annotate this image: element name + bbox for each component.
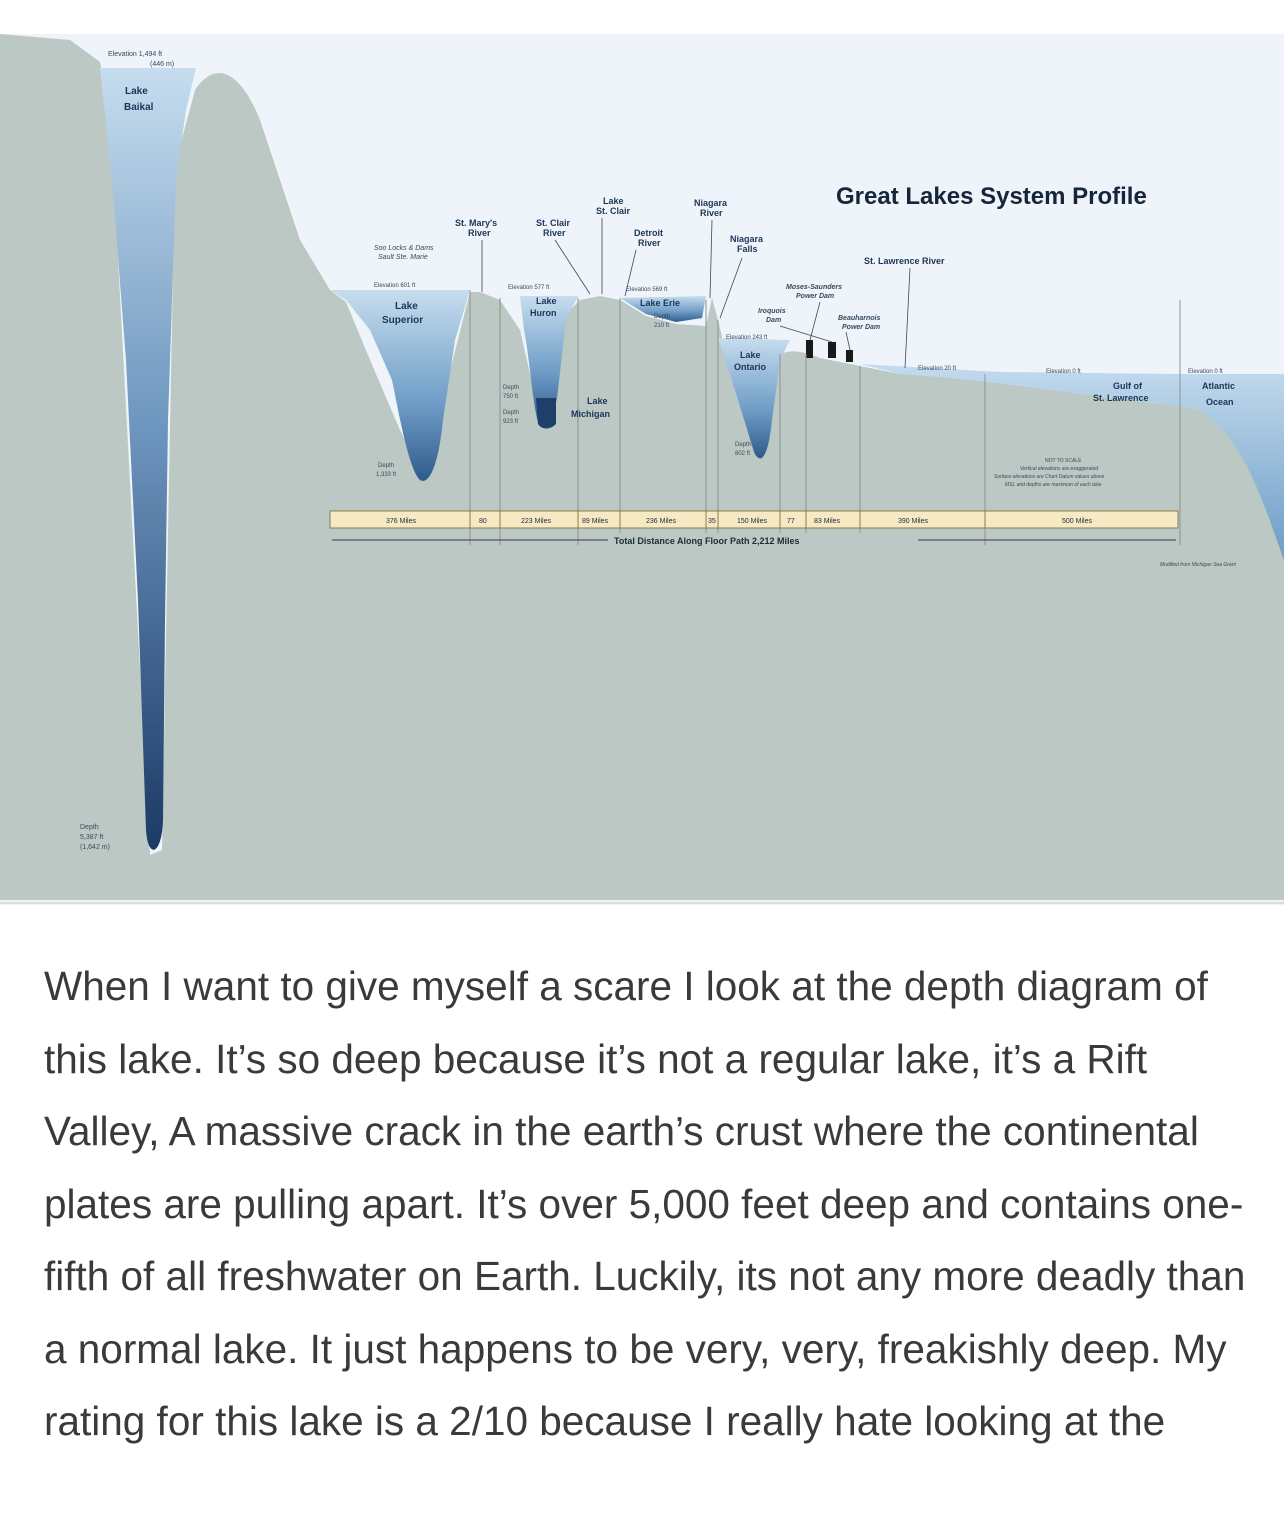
lake-st-clair-label-1: Lake — [603, 196, 624, 206]
baikal-name-1: Lake — [125, 86, 148, 97]
st-clair-river-label-2: River — [543, 228, 566, 238]
distance-2: 80 — [479, 518, 487, 525]
superior-depth-1: Depth — [378, 463, 395, 469]
detroit-river-label-2: River — [638, 238, 661, 248]
image-top-margin — [0, 0, 1284, 34]
michigan-depth-1: Depth — [503, 410, 520, 416]
beauharnois-dam — [846, 350, 853, 362]
scale-note-3: Surface elevations are Chart Datum values above — [994, 474, 1105, 480]
erie-elevation: Elevation 569 ft — [626, 287, 668, 293]
distance-6: 35 — [708, 518, 716, 525]
iroquois-dam — [828, 342, 836, 358]
huron-depth-2: 750 ft — [503, 394, 519, 400]
distance-7: 150 Miles — [737, 518, 767, 525]
st-lawrence-river-label: St. Lawrence River — [864, 256, 945, 266]
ontario-depth-1: Depth — [735, 442, 752, 448]
st-marys-label-1: St. Mary's — [455, 218, 498, 228]
soo-locks-label-1: Soo Locks & Dams — [374, 245, 434, 252]
beauharnois-label-2: Power Dam — [842, 324, 881, 331]
atlantic-elevation: Elevation 0 ft — [1188, 369, 1223, 375]
st-clair-river-label-1: St. Clair — [536, 218, 571, 228]
credit: Modified from Michigan Sea Grant — [1160, 562, 1236, 568]
st-marys-label-2: River — [468, 228, 491, 238]
distance-8: 77 — [787, 518, 795, 525]
michigan-depth-2: 923 ft — [503, 419, 519, 425]
huron-depth-1: Depth — [503, 385, 520, 391]
superior-elevation: Elevation 601 ft — [374, 283, 416, 289]
distance-1: 376 Miles — [386, 518, 416, 525]
gulf-label-1: Gulf of — [1113, 381, 1142, 391]
st-lawrence-elevation: Elevation 20 ft — [918, 366, 957, 372]
niagara-falls-label-1: Niagara — [730, 234, 764, 244]
ontario-label-2: Ontario — [734, 362, 767, 372]
niagara-falls-label-2: Falls — [737, 244, 758, 254]
moses-saunders-dam — [806, 340, 813, 358]
ontario-depth-2: 802 ft — [735, 451, 751, 457]
huron-label-1: Lake — [536, 296, 557, 306]
niagara-river-label-2: River — [700, 208, 723, 218]
scale-note-4: MSL and depths are maximum of each lake — [1005, 482, 1102, 488]
soo-locks-label-2: Sault Ste. Marie — [378, 254, 428, 261]
niagara-river-label-1: Niagara — [694, 198, 728, 208]
total-distance: Total Distance Along Floor Path 2,212 Miles — [614, 536, 800, 546]
atlantic-label-2: Ocean — [1206, 397, 1234, 407]
superior-label-2: Superior — [382, 315, 424, 326]
distance-11: 500 Miles — [1062, 518, 1092, 525]
superior-label-1: Lake — [395, 301, 418, 312]
post-text: When I want to give myself a scare I look at the depth diagram of this lake. It’s so deep because it’s not a regular lake, it’s a Rift Valley, A massive crack in the earth’s crust where the continental plates are pulling apart. It’s over 5,000 feet deep and contains one-fifth of all freshwater on Earth. Luckily, its not any more deadly than a normal lake. It just happens to be very, very, freakishly deep. My rating for this lake is a 2/10 because I really hate looking at the — [44, 963, 1246, 1444]
ontario-label-1: Lake — [740, 350, 761, 360]
lake-st-clair-label-2: St. Clair — [596, 206, 631, 216]
erie-depth-2: 210 ft — [654, 323, 670, 329]
detroit-river-label-1: Detroit — [634, 228, 663, 238]
huron-label-2: Huron — [530, 308, 557, 318]
moses-saunders-label-1: Moses-Saunders — [786, 284, 843, 291]
michigan-label-1: Lake — [587, 396, 608, 406]
diagram-title: Great Lakes System Profile — [836, 183, 1147, 210]
scale-note-1: NOT TO SCALE — [1045, 458, 1082, 464]
baikal-name-2: Baikal — [124, 102, 154, 113]
beauharnois-label-1: Beauharnois — [838, 315, 881, 322]
distance-5: 236 Miles — [646, 518, 676, 525]
gulf-elevation: Elevation 0 ft — [1046, 369, 1081, 375]
erie-label: Lake Erie — [640, 298, 681, 308]
baikal-depth-2: 5,387 ft — [80, 834, 104, 841]
iroquois-label-2: Dam — [766, 317, 782, 324]
iroquois-label-1: Iroquois — [758, 308, 786, 315]
michigan-label-2: Michigan — [571, 409, 611, 419]
erie-depth-1: Depth — [654, 314, 671, 320]
distance-3: 223 Miles — [521, 518, 551, 525]
baikal-depth-1: Depth — [80, 824, 99, 831]
lake-michigan-water — [536, 398, 556, 429]
baikal-elevation-1: Elevation 1,494 ft — [108, 51, 163, 58]
distance-4: 89 Miles — [582, 518, 609, 525]
baikal-elevation-2: (446 m) — [150, 61, 175, 68]
atlantic-label-1: Atlantic — [1202, 381, 1236, 391]
huron-elevation: Elevation 577 ft — [508, 285, 550, 291]
superior-depth-2: 1,333 ft — [376, 472, 397, 478]
moses-saunders-label-2: Power Dam — [796, 293, 835, 300]
baikal-depth-3: (1,642 m) — [80, 844, 110, 851]
distance-9: 83 Miles — [814, 518, 841, 525]
ontario-elevation: Elevation 243 ft — [726, 335, 768, 341]
gulf-label-2: St. Lawrence — [1093, 393, 1149, 403]
distance-10: 390 Miles — [898, 518, 928, 525]
scale-note-2: Vertical elevations are exaggerated — [1020, 466, 1099, 472]
